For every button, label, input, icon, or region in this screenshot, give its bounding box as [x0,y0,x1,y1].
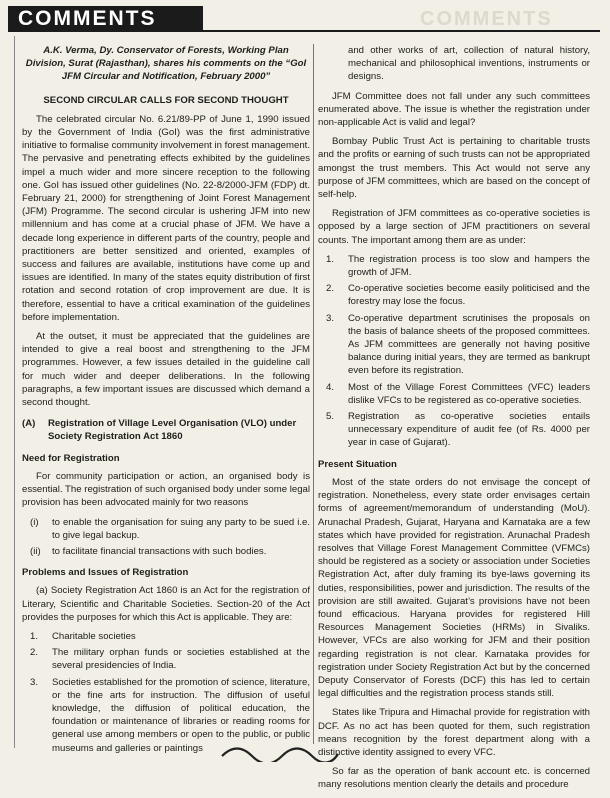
list-item [318,282,590,308]
list-item [318,312,590,378]
list-text: Co-operative societies become easily politicised and the forestry may lose the focus. [348,283,590,308]
left-column [22,44,310,758]
paragraph-continued: and other works of art, collection of natural history, mechanical and philosophical inventions, instruments or designs. [348,45,590,83]
list-number: 4. [326,381,335,393]
list-item [318,381,590,407]
page-header [0,0,610,38]
list-text: Co-operative department scrutinises the proposals on the basis of balance sheets of the proposed committees. As JFM committees are generally not having positive balance during initial years, they are termed as bankrupt even before its registration. [348,312,590,377]
list-item [22,545,310,558]
subsection-heading: Need for Registration [22,452,120,464]
list-item [22,516,310,542]
section-title: Registration of Village Level Organisation (VLO) under Society Registration Act 1860 [48,418,297,443]
list-number: 3. [326,312,335,324]
list-number: 2. [30,647,39,659]
article-title: SECOND CIRCULAR CALLS FOR SECOND THOUGHT [43,94,289,106]
list-number: 2. [326,283,335,295]
list-item [22,630,310,643]
author-intro: A.K. Verma, Dy. Conservator of Forests, Working Plan Division, Surat (Rajasthan), shares his comments on the “GoI JFM Circular and Notification, February 2000” [25,45,307,83]
subsection-heading: Problems and Issues of Registration [22,567,189,579]
paragraph: The celebrated circular No. 6.21/89-PP of June 1, 1990 issued by the Government of India (GoI) was the first administrative initiative to formalise community involvement in forest management. The pervasive and penetrating effects exhibited by the guidelines impel a much wider and more sincere reception to the following one. GoI has issued other guidelines (No. 22-8/2000-JFM (FDP) dt. February 21, 2000) for strengthening of Joint Forest Management (JFM) Programme. The second circular is ushering JFM into new millennium and has come at a crucial phase of JFM. We have a decade long experience in different parts of the country, people and practitioners are better sensitized and oriented, examples of success and failures are available, institutions have come up and issues are identified. In many of the states equity distribution of first rotation and second rotation of crop improvement are due. It is therefore, essential to have a critical examination of the guidelines before implementation. [22,113,310,323]
list-number: 3. [30,676,39,688]
paragraph: Most of the state orders do not envisage the concept of registration. Nonetheless, every state order envisages certain forms of agreement/memorandum of understanding (MoU). Arunachal Pradesh, Gujarat, Haryana and Karnataka are a few states which have provided for registration. Arunachal Pradesh resolves that Village Forest Management Committee (VFMCs) should be registered as a society or association under Societies Registration Act, after duly framing its bye-laws governing its duties, responsibilities, power and jurisdiction. The results of the provision are still awaited. Gujarat’s provisions have not been found efficacious. Haryana provides for registered Hill Resources Management Societies (HRMs) in Sivaliks. However, VFCs are also working for JFM and their position regarding registration is not clear. Karnataka provides for registration under Society Registration Act but by the concerned Deputy Conservator of Forests (DCF) this has led to certain legal difficulties and the registration process stands still. [318,476,590,700]
counts-list [318,253,590,450]
list-item [22,676,310,755]
left-frame-line [14,36,15,748]
paragraph: (a) Society Registration Act 1860 is an Act for the registration of Literary, Scientific and Charitable Societies. Section-20 of the Act provides the purposes for which this Act is applicable. They are: [22,585,310,623]
paragraph: JFM Committee does not fall under any such committees enumerated above. The issue is whether the registration under non-applicable Act is valid and legal? [318,90,590,129]
paragraph: Registration of JFM committees as co-operative societies is opposed by a large section of JFM practitioners on several counts. The important among them are as under: [318,208,590,246]
column-divider [313,44,314,744]
paragraph: For community participation or action, an organised body is essential. The registration of such organised body under some legal provision has been advocated mainly for two reasons [22,470,310,509]
list-item [318,253,590,279]
right-column [318,44,590,798]
list-number: 1. [30,630,39,642]
header-rule [8,30,600,32]
list-item [318,410,590,450]
list-item [22,646,310,672]
purposes-list [22,630,310,755]
list-text: Most of the Village Forest Committees (VFC) leaders dislike VFCs to be registered as co-operative societies. [348,381,590,406]
paragraph: So far as the operation of bank account etc. is concerned many resolutions mention clearly the details and procedure [318,766,590,791]
bleed-through-heading: COMMENTS [420,8,553,30]
subsection-heading: Present Situation [318,458,397,470]
list-text: Registration as co-operative societies entails unnecessary expenditure of audit fee (of Rs. 4000 per year in case of Gujarat). [348,411,590,449]
list-text: to enable the organisation for suing any party to be sued i.e. to give legal backup. [52,516,310,541]
list-text: to facilitate financial transactions with such bodies. [52,545,267,557]
list-text: Charitable societies [52,630,136,642]
list-number: (i) [30,516,39,528]
list-text: The military orphan funds or societies established at the several presidencies of India. [52,647,310,672]
list-number: (ii) [30,545,41,557]
section-heading [22,417,310,443]
section-number: (A) [22,418,36,430]
reasons-list [22,516,310,559]
list-number: 5. [326,411,335,423]
list-text: Societies established for the promotion of science, literature, or the fine arts for instruction. The diffusion of useful knowledge, the diffusion of political education, the foundation or maintenance of libraries or reading rooms for general use among members or open to the public, or public museums and galleries or paintings [52,676,310,754]
list-number: 1. [326,253,335,265]
list-text: The registration process is too slow and hampers the growth of JFM. [348,253,590,279]
paragraph: Bombay Public Trust Act is pertaining to charitable trusts and the profits or earning of such trusts can not be appropriated amongst the trust members. This Act would not serve any purpose of JFM committees, which are based on the concept of self-help. [318,136,590,201]
section-banner: COMMENTS [8,6,203,32]
paragraph: States like Tripura and Himachal provide for registration with DCF. As no act has been quoted for them, such registration means recognition by the forest department along with a distinctive identity assigned to every VFC. [318,707,590,758]
wave-ornament [220,744,340,762]
paragraph: At the outset, it must be appreciated that the guidelines are intended to give a real boost and strengthening to the JFM programmes. However, a few issues detailed in the guideline call for much wider and deeper deliberations. In the following paragraphs, a few important issues are discussed which demand a second thought. [22,331,310,409]
